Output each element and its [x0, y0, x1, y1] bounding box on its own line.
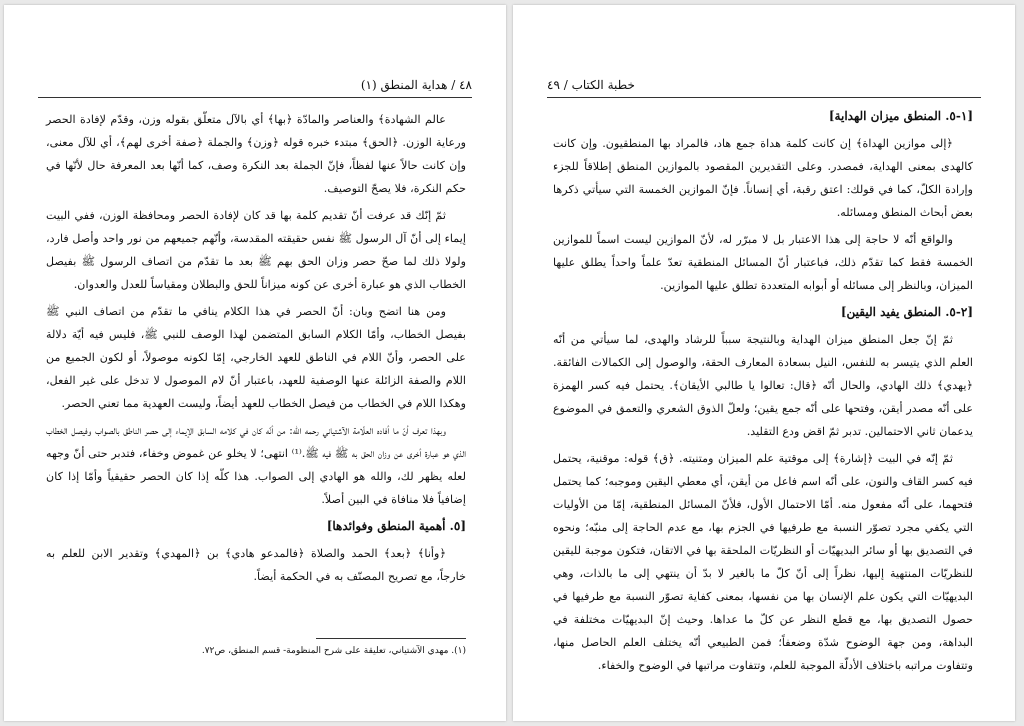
page-body — [553, 105, 973, 681]
page-header-title: ٤٨ / هداية المنطق (١) — [360, 78, 472, 92]
right-page — [513, 5, 1015, 721]
paragraph: ثمّ إنّه في البيت ﴿إشارة﴾ إلى موقتية علم الميزان ومتنيته. ﴿ق﴾ قوله: موقنية، يحتمل فيه كسر القاف والنون، على أنّه اسم فاعل من أيقن، أي معطي اليقين وموجبه؛ كما يحتمل فتحهما، على أنّه مفعول منه. أمّا الاحتمال الأول، فلأنّ المسائل المنطقية، إمّا من الأوليات التي يكفي مجرد تصوّر النسبة مع طرفيها في الجزم بها، مع عدم الحاجة إلى منبّه؛ ونحوه في التصديق بها أو سائر البديهيّات أو النظريّات الملحقة بها في الاتقان، فتكون موجبة لليقين للنظريّات المنتهية إليها، نظراً إلى أنّ كلّ ما بالغير لا بدّ أن ينتهي إلى ما بالذات، وهي البديهيّات التي يكون علم الإنسان بها من نفسها، بمعنى كفاية تصوّر النسبة مع طرفيها في حصول التصديق بها، مع قطع النظر عن كلّ ما عداها. وحيث إنّ البديهيّات مختلفة في البداهة، ومن جهة الوضوح شدّة وضعفاً؛ فمن الطبيعي أنّه يختلف العلم الحاصل منها، وتتفاوت مراتبه باختلاف الأدلّة الموجبة للعلم، وتتفاوت مراتبها في الوضوح والخفاء. — [553, 452, 973, 672]
paragraph: وبهذا تعرف أنّ ما أفاده العلّامة الآشتياني رحمه الله: من أنّه كان في كلامه السابق الإيماء إلى حصر الناطق بالصواب وفيصل الخطاب الذي هو عبارة أخرى عن وزان الحق به ﷺ فيه ﷺ.⁽¹⁾ انتهى؛ لا يخلو عن غموض وخفاء، فتدبر حتى أنّ وجهه لعله يظهر لك، والله هو الهادي إلى الصواب. هذا كلّه إذا كان الحصر حقيقياً وأمّا إذا كان إضافياً فلا منافاة في البين أصلاً. — [46, 424, 466, 506]
paragraph: والواقع أنّه لا حاجة إلى هذا الاعتبار بل لا مبرّر له، لأنّ الموازين ليست اسماً للموازين الخمسة فقط كما تقدّم ذلك، فباعتبار أنّ المسائل المنطقية تعدّ علماً واحداً يطلق عليها الميزان، وبالنظر إلى مسائله أو أبوابه المتعددة تطلق عليها الموازين. — [553, 233, 973, 292]
running-head — [38, 75, 472, 98]
paragraph: عالم الشهادة﴾ والعناصر والمادّة ﴿بها﴾ أي بالآل متعلّق بقوله وزن، وقدّم لإفادة الحصر ورعاية الوزن. ﴿الحق﴾ مبتدء خبره قوله ﴿وزن﴾ والجملة ﴿صفة أخرى لهم﴾، أي للآل معنى، وإن كانت حالاً عنها لفظاً، فإنّ الجملة بعد النكرة وصف، كما أنّها بعد المعرفة حال لأنّها في حكم النكرة، فلا يصحّ التوصيف. — [46, 113, 466, 195]
page-body — [46, 108, 466, 592]
paragraph: ثمّ إنّ جعل المنطق ميزان الهداية وبالنتيجة سبباً للرشاد والهدى، لما سيأتي من أنّه العلم الذي يتيسر به للنفس، النيل بسعادة المعارف الحقة، والوصول إلى الكمالات الفائقة. ﴿يهدي﴾ ذلك الهادي، والحال أنّه ﴿قال: تعالوا يا طالبي الأيقان﴾. يحتمل فيه كسر الهمزة على أنّه مصدر أيقن، وفتحها على أنّه جمع يقين؛ ولعلّ الذوق الشعري والتعمق في الموضوع يدعمان ثاني الاحتمالين. تدبر ثمّ اقض ودع التقليد. — [553, 333, 973, 438]
footnote: (١). مهدي الآشتياني، تعليقة على شرح المنظومة- قسم المنطق، ص٧٢. — [201, 646, 466, 656]
section-heading: [٢-٥. المنطق يفيد اليقين] — [840, 305, 973, 319]
left-page — [4, 5, 506, 721]
paragraph: ومن هنا اتضح وبان: أنّ الحصر في هذا الكلام ينافي ما تقدّم من اتصاف النبي ﷺ بفيصل الخطاب، وأمّا الكلام السابق المتضمن لهذا الوصف للنبي ﷺ، فليس فيه أيّة دلالة على الحصر، وأنّ اللام في الناطق للعهد الخارجي، إمّا لكونه موصولاً، أو لكون الجميع من اللام والصفة الزائلة عنها الوصفية للعهد، باعتبار أنّ لام الموصول لا تدخل على غير الفعل، وهكذا اللام في الخطاب من فيصل الخطاب للعهد أيضاً، وليست العهدية مما تعني الحصر. — [46, 305, 466, 410]
paragraph: ﴿إلى موازين الهداة﴾ إن كانت كلمة هداة جمع هاد، فالمراد بها المنطقيون. وإن كانت كالهدى بمعنى الهداية، فمصدر. وعلى التقديرين المقصود بالموازين المنطق إطلاقاً للجزء وإرادة الكلّ، كما في قولك: اعتق رقبة، أي إنساناً. فإنّ الموازين الخمسة التي سيأتي ذكرها بعض أبحاث المنطق ومسائله. — [553, 137, 973, 219]
paragraph: ﴿وأنا﴾ ﴿بعد﴾ الحمد والصلاة ﴿فالمدعو هادي﴾ بن ﴿المهدي﴾ وتقدير الابن للعلم به خارجاً، مع تصريح المصنّف به في الحكمة أيضاً. — [46, 547, 466, 583]
section-heading: [١-٥. المنطق ميزان الهداية] — [828, 109, 973, 123]
running-head — [547, 75, 981, 98]
section-heading: [٥. أهمية المنطق وفوائدها] — [326, 519, 466, 533]
paragraph: ثمّ إنّك قد عرفت أنّ تقديم كلمة بها قد كان لإفادة الحصر ومحافظة الوزن، ففي البيت إيماء إلى أنّ آل الرسول ﷺ نفس حقيقته المقدسة، وأنّهم جميعهم من نور واحد وأصل فارد، ولولا ذلك لما صحّ حصر وزان الحق بهم ﷺ بعد ما تقدّم من اتصاف الرسول ﷺ بفيصل الخطاب الذي هو عبارة أخرى عن كونه ميزاناً للحق والبطلان ومقياساً للعدل والعدوان. — [46, 209, 466, 291]
page-header-title: خطبة الكتاب / ٤٩ — [547, 78, 635, 92]
footnote-divider — [316, 638, 466, 639]
